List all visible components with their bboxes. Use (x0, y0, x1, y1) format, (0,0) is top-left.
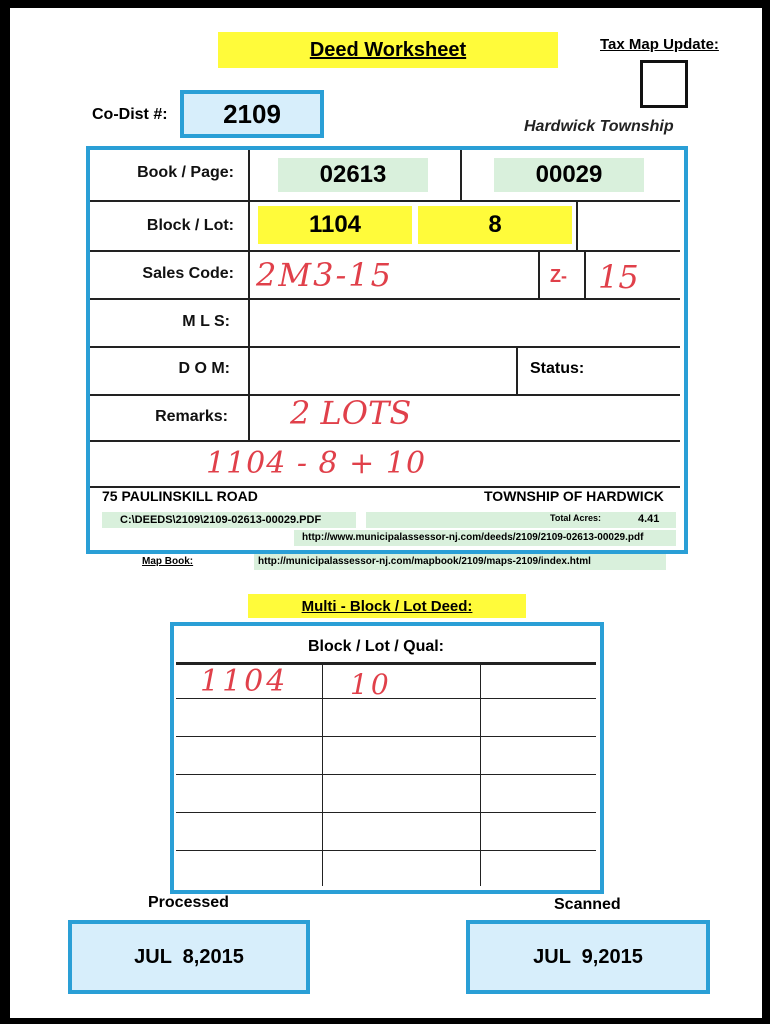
multi-title: Multi - Block / Lot Deed: (301, 597, 473, 615)
map-book-link[interactable]: http://municipalassessor-nj.com/mapbook/2109/maps-2109/index.html (254, 554, 666, 570)
mls-label: M L S: (182, 313, 230, 330)
multi-title-banner (248, 594, 526, 618)
dom-label: D O M: (178, 360, 230, 377)
lot-field[interactable] (418, 206, 572, 244)
multi-row1-lot: 10 (350, 668, 392, 701)
multi-table-header: Block / Lot / Qual: (308, 638, 445, 655)
co-dist-box (180, 90, 324, 138)
book-field[interactable] (278, 158, 428, 192)
processed-label: Processed (148, 894, 229, 911)
file-path: C:\DEEDS\2109\2109-02613-00029.PDF (102, 512, 356, 528)
map-book-label: Map Book: (142, 556, 194, 567)
scanned-date: JUL 9,2015 (533, 945, 643, 968)
tax-map-checkbox[interactable] (640, 60, 688, 108)
book-page-label: Book / Page: (137, 164, 234, 181)
total-acres-label: Total Acres: (550, 513, 602, 523)
multi-row1-block: 1104 (200, 664, 289, 699)
deed-worksheet-page (10, 8, 762, 1018)
processed-box (68, 920, 310, 994)
deed-url-link[interactable]: http://www.municipalassessor-nj.com/deeds/2109/2109-02613-00029.pdf (294, 530, 676, 546)
title-banner (218, 32, 558, 68)
municipality: TOWNSHIP OF HARDWICK (484, 488, 664, 504)
page-field[interactable] (494, 158, 644, 192)
lot-value: 8 (488, 211, 502, 238)
scanned-box (466, 920, 710, 994)
total-acres-value: 4.41 (638, 513, 660, 525)
z-handwritten: 15 (598, 258, 639, 296)
address: 75 PAULINSKILL ROAD (102, 488, 258, 504)
co-dist-value: 2109 (223, 98, 281, 129)
page-title: Deed Worksheet (309, 38, 467, 61)
sales-code-handwritten: 2M3-15 (256, 256, 394, 294)
tax-map-label: Tax Map Update: (600, 36, 719, 53)
remarks-handwritten-2: 1104 - 8 + 10 (206, 446, 427, 481)
township-label: Hardwick Township (524, 118, 674, 135)
z-label: Z- (550, 266, 567, 286)
remarks-label: Remarks: (155, 408, 228, 425)
remarks-handwritten-1: 2 LOTS (290, 394, 412, 432)
scanned-label: Scanned (554, 896, 621, 913)
block-value: 1104 (308, 211, 362, 238)
block-lot-label: Block / Lot: (146, 217, 234, 234)
acres-strip (366, 512, 676, 528)
co-dist-label: Co-Dist #: (92, 106, 168, 123)
processed-date: JUL 8,2015 (134, 945, 244, 968)
status-label: Status: (530, 360, 585, 377)
book-value: 02613 (319, 161, 387, 188)
page-value: 00029 (535, 161, 603, 188)
sales-code-label: Sales Code: (142, 265, 234, 282)
block-field[interactable] (258, 206, 412, 244)
